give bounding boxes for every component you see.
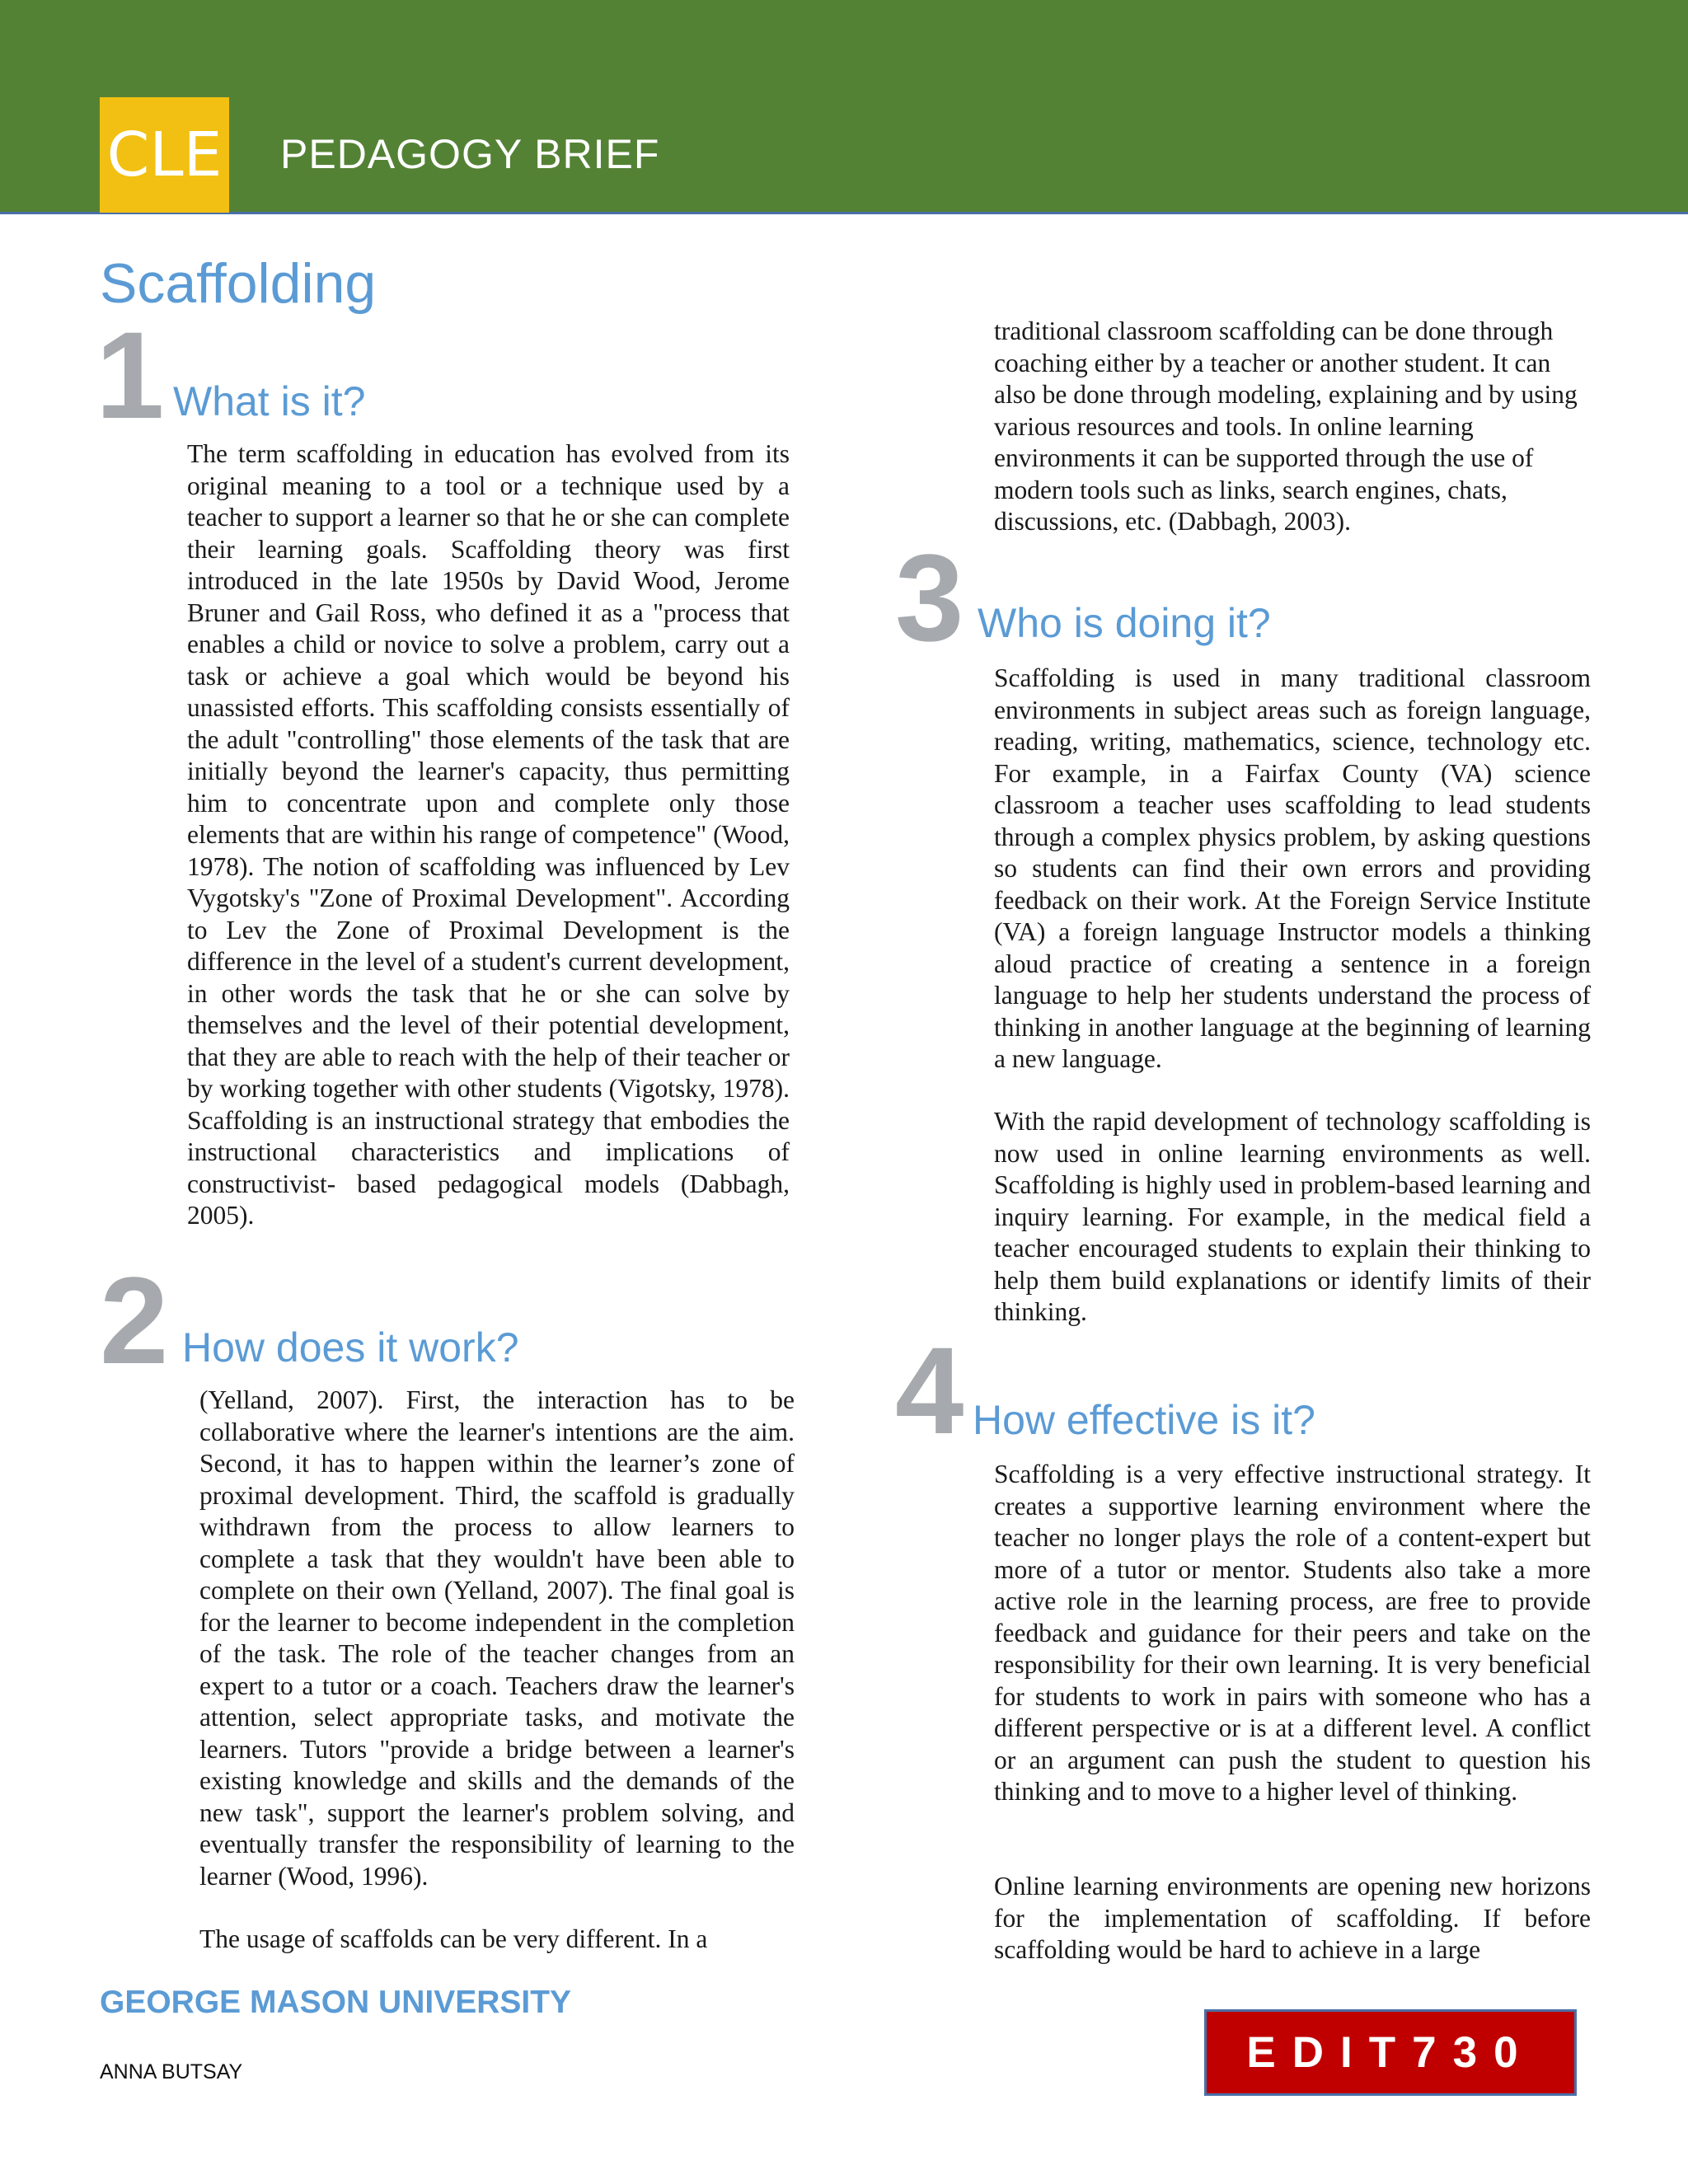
section-number-4: 4 xyxy=(895,1321,964,1460)
section-number-3: 3 xyxy=(895,528,964,667)
cle-logo: CLE xyxy=(100,97,229,213)
paragraph-who-is-doing-it: Scaffolding is used in many traditional classroom environments in subject areas such as foreign language, reading, writing, mathematics, science, technology etc. For example, in a Fairfax County (VA) science classroom a teacher uses scaffolding to lead students through a complex physics problem, by asking questions so students can find their own errors and providing feedback on their work. At the Foreign Service Institute (VA) a foreign language Instructor models a thinking aloud practice of creating a sentence in a foreign language to help her students understand the process of thinking in another language at the beginning of learning a new language. xyxy=(994,663,1591,1073)
section-heading-what: What is it? xyxy=(173,378,366,424)
paragraph-who-online: With the rapid development of technology scaffolding is now used in online learning environments as well. Scaffolding is highly used in problem-based learning and inquiry learning. For example, in the medical field a teacher encouraged students to explain their thinking to help them build explanations or identify limits of their thinking. xyxy=(994,1107,1591,1326)
paragraph-usage-start: The usage of scaffolds can be very different. In a xyxy=(199,1924,708,1953)
paragraph-how-effective: Scaffolding is a very effective instructional strategy. It creates a supportive learning environment where the teacher no longer plays the role of a content-expert but more of a tutor or mentor. Students also take a more active role in the learning process, are free to provide feedback and guidance for their peers and take on the responsibility for their own learning. It is very beneficial for students to work in pairs with someone who has a different perspective or is at a different level. A conflict or an argument can push the student to question his thinking and to move to a higher level of thinking. xyxy=(994,1460,1591,1806)
section-heading-who: Who is doing it? xyxy=(978,600,1271,646)
paragraph-online-horizons: Online learning environments are opening new horizons for the implementation of scaffolding. If before scaffolding would be hard to achieve in a large xyxy=(994,1872,1591,1964)
course-badge: EDIT730 xyxy=(1204,2009,1577,2096)
footer-university: GEORGE MASON UNIVERSITY xyxy=(100,1985,572,2020)
section-number-1: 1 xyxy=(96,306,165,444)
page-title: Scaffolding xyxy=(100,252,377,315)
footer-author: ANNA BUTSAY xyxy=(100,2060,243,2083)
section-heading-effective: How effective is it? xyxy=(973,1397,1315,1443)
section-heading-how: How does it work? xyxy=(182,1324,519,1371)
section-number-2: 2 xyxy=(100,1251,169,1390)
header-banner xyxy=(0,0,1688,214)
paragraph-how-does-it-work: (Yelland, 2007). First, the interaction has to be collaborative where the learner's intentions are the aim. Second, it has to happen within the learner’s zone of proximal development. Third, the scaffold is gradually withdrawn from the process to allow learners to complete a task that they wouldn't have been able to complete on their own (Yelland, 2007). The final goal is for the learner to become independent in the completion of the task. The role of the teacher changes from an expert to a tutor or a coach. Teachers draw the learner's attention, select appropriate tasks, and motivate the learners. Tutors "provide a bridge between a learner's existing knowledge and skills and the demands of the new task", support the learner's problem solving, and eventually transfer the responsibility of learning to the learner (Wood, 1996). xyxy=(199,1385,795,1891)
header-label: PEDAGOGY BRIEF xyxy=(280,131,660,177)
paragraph-usage-continued: traditional classroom scaffolding can be done through coaching either by a teacher or another student. It can also be done through modeling, explaining and by using various resources and tools. In online learning environments it can be supported through the use of modern tools such as links, search engines, chats, discussions, etc. (Dabbagh, 2003). xyxy=(994,316,1578,536)
paragraph-what-is-it: The term scaffolding in education has evolved from its original meaning to a tool or a technique used by a teacher to support a learner so that he or she can complete their learning goals. Scaffolding theory was first introduced in the late 1950s by David Wood, Jerome Bruner and Gail Ross, who defined it as a "process that enables a child or novice to solve a problem, carry out a task or achieve a goal which would be beyond his unassisted efforts. This scaffolding consists essentially of the adult "controlling" those elements of the task that are initially beyond the learner's capacity, thus permitting him to concentrate upon and complete only those elements that are within his range of competence" (Wood, 1978). The notion of scaffolding was influenced by Lev Vygotsky's "Zone of Proximal Development". According to Lev the Zone of Proximal Development is the difference in the level of a student's current development, in other words the task that he or she can solve by themselves and the level of their potential development, that they are able to reach with the help of their teacher or by working together with other students (Vigotsky, 1978). Scaffolding is an instructional strategy that embodies the instructional characteristics and implications of constructivist- based pedagogical models (Dabbagh, 2005). xyxy=(187,439,790,1230)
